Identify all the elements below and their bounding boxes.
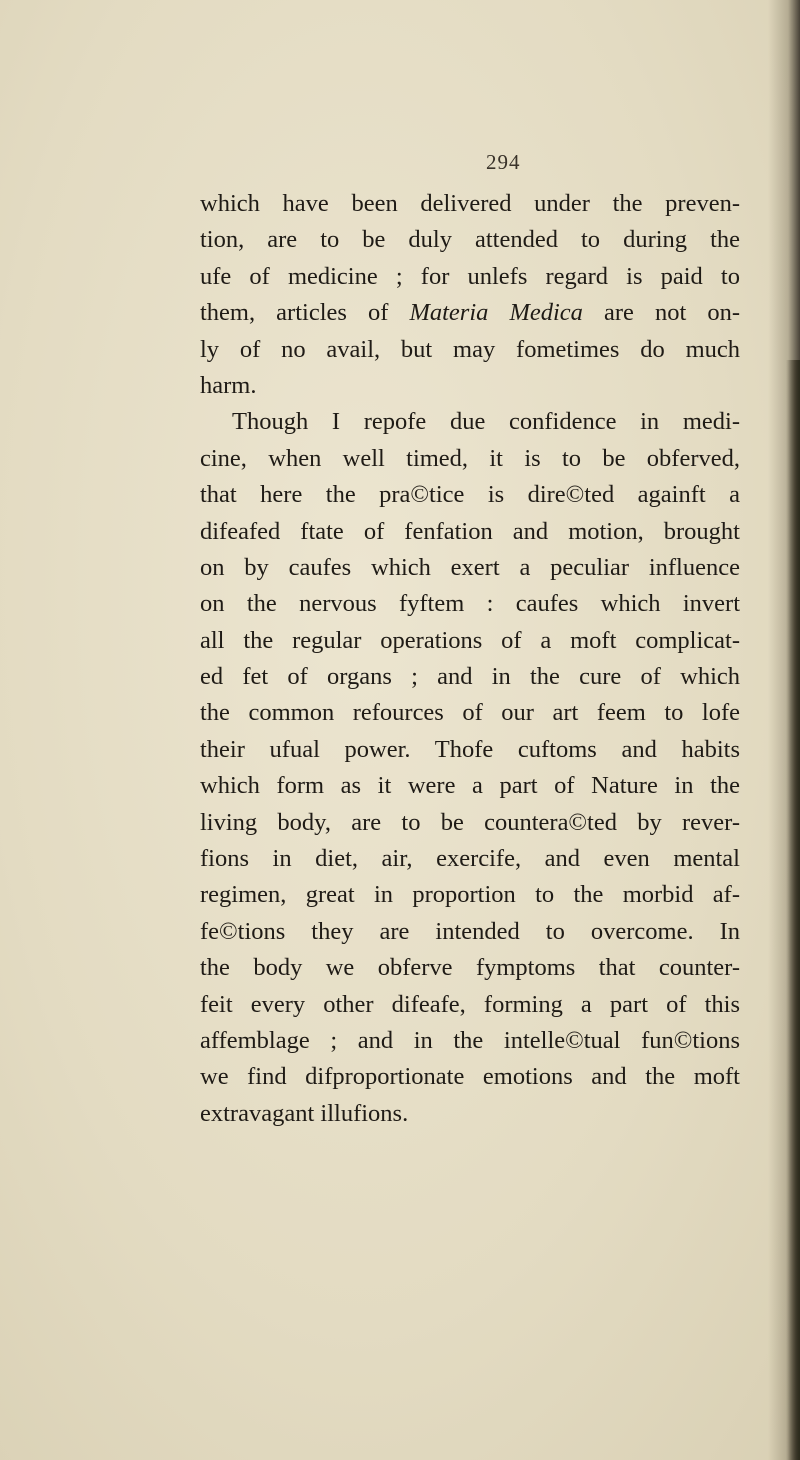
text-line: affemblage ; and in the intelle©tual fun©tions [200,1026,740,1054]
text-line: we find difproportionate emotions and the moft [200,1063,740,1091]
text-line: ed fet of organs ; and in the cure of which [200,663,740,691]
text-line: cine, when well timed, it is to be obferved, [200,444,740,472]
text-line: on the nervous fyftem : caufes which invert [200,590,740,618]
text-line: living body, are to be countera©ted by rever- [200,808,740,836]
text-line: which form as it were a part of Nature in the [200,772,740,800]
text-line: harm. [200,371,257,399]
text-segment: them, articles of [200,299,410,327]
text-line: all the regular operations of a moft complicat- [200,626,740,654]
text-line: the common refources of our art feem to lofe [200,699,740,727]
text-line: ufe of medicine ; for unlefs regard is paid to [200,262,740,290]
body-text [200,186,740,1132]
text-line: tion, are to be duly attended to during the [200,226,740,254]
italic-phrase: Materia Medica [409,299,583,327]
text-line: which have been delivered under the preven- [200,190,740,217]
page-edge-shadow [786,360,800,1460]
text-line [200,295,740,331]
text-line: ly of no avail, but may fometimes do much [200,335,740,363]
text-line: fions in diet, air, exercife, and even mental [200,845,740,873]
text-segment: are not on- [582,299,740,327]
text-line: feit every other difeafe, forming a part of this [200,990,740,1018]
text-line: fe©tions they are intended to overcome. In [200,917,740,945]
text-line: the body we obferve fymptoms that counter- [200,954,740,982]
text-line: difeafed ftate of fenfation and motion, brought [200,517,740,545]
text-line: that here the pra©tice is dire©ted againft a [200,481,740,509]
page-number: 294 [486,150,521,174]
text-line: on by caufes which exert a peculiar influence [200,553,740,581]
text-line: extravagant illufions. [200,1099,409,1127]
text-line: their ufual power. Thofe cuftoms and habits [200,735,740,763]
text-line: regimen, great in proportion to the morbid af- [200,881,740,909]
text-line: Though I repofe due confidence in medi- [232,408,740,436]
